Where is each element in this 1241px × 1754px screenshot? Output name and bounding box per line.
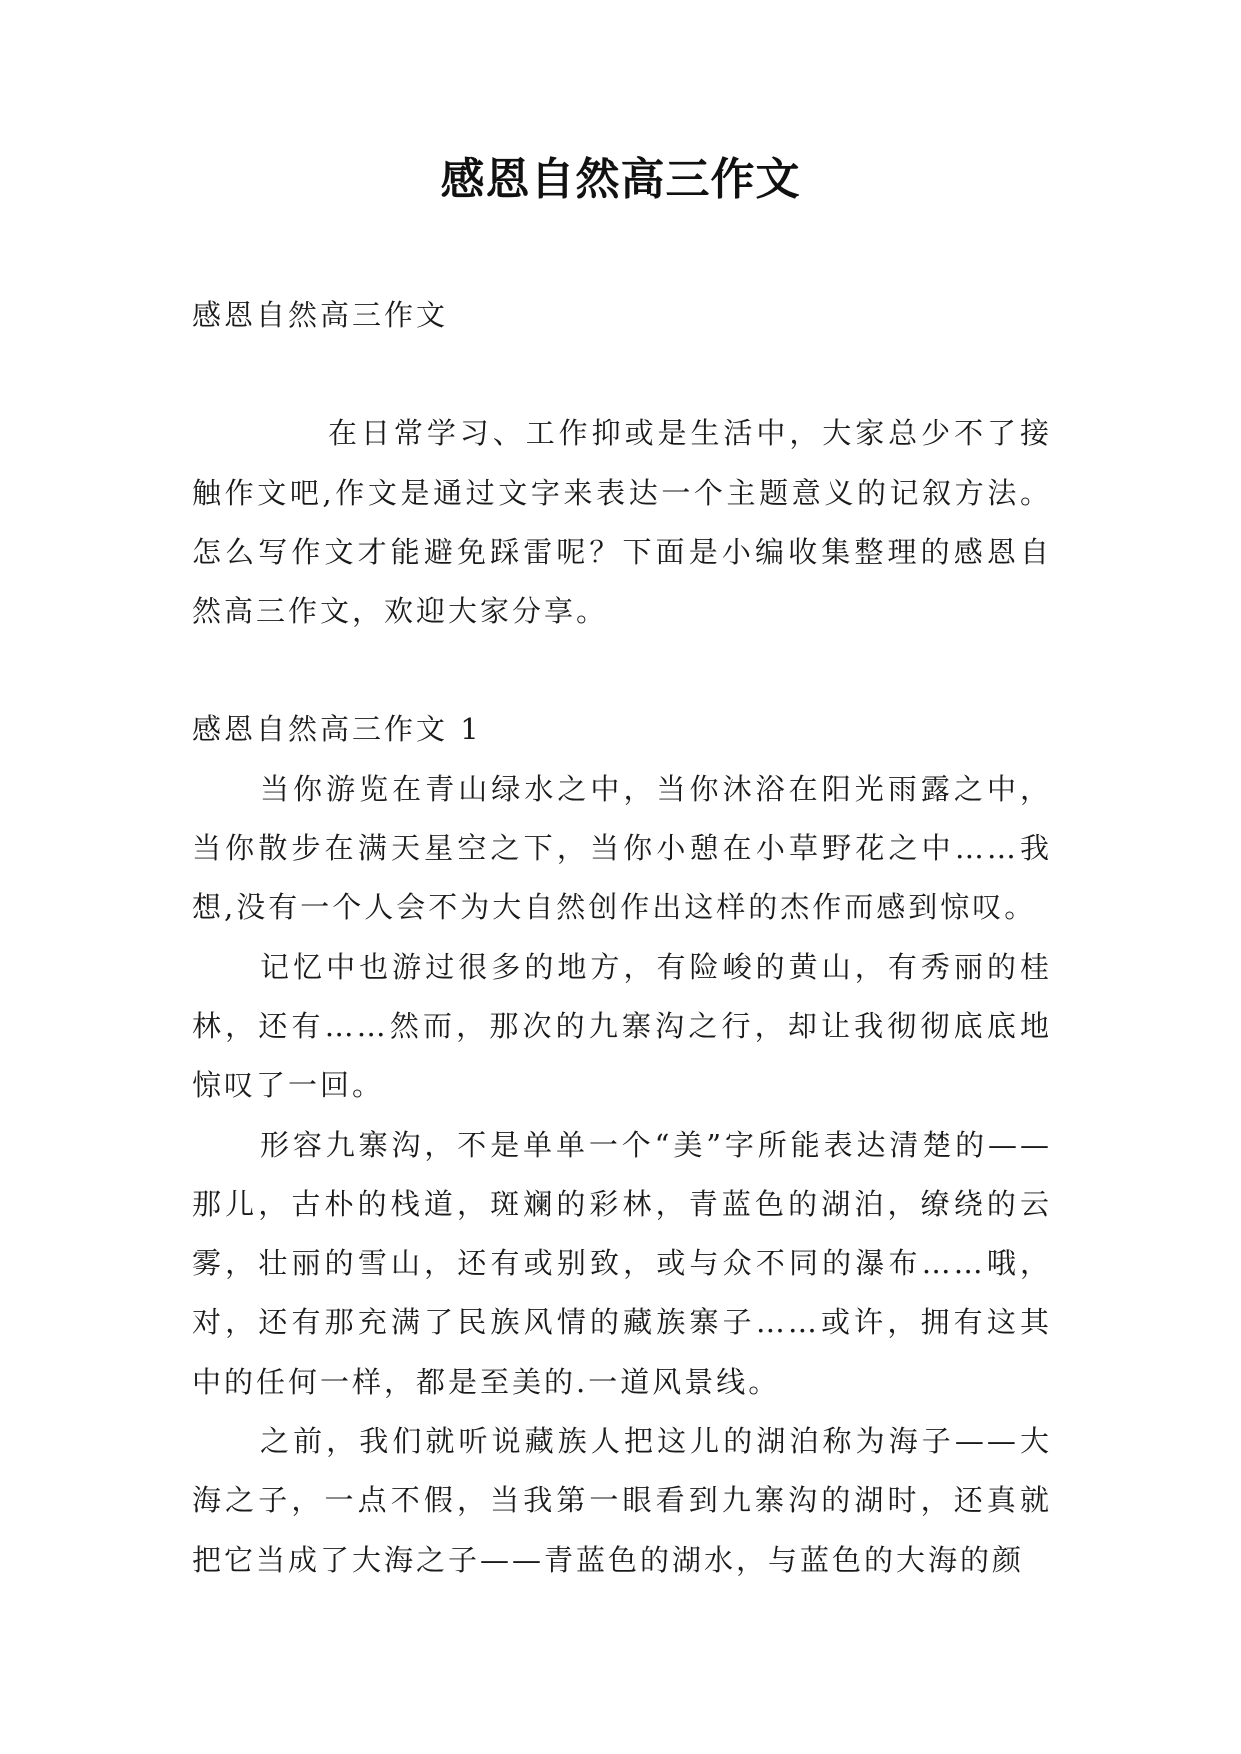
intro-paragraph: 在日常学习、工作抑或是生活中，大家总少不了接触作文吧,作文是通过文字来表达一个主题意义的记叙方法。怎么写作文才能避免踩雷呢？下面是小编收集整理的感恩自然高三作文，欢迎大家分享。 <box>192 416 1052 629</box>
document-title: 感恩自然高三作文 <box>440 154 801 205</box>
body-paragraph-4: 之前，我们就听说藏族人把这儿的湖泊称为海子——大海之子，一点不假，当我第一眼看到九寨沟的湖时，还真就把它当成了大海之子——青蓝色的湖水，与蓝色的大海的颜 <box>192 1424 1052 1577</box>
section-title: 感恩自然高三作文 1 <box>192 712 482 747</box>
document-subtitle: 感恩自然高三作文 <box>192 298 449 332</box>
body-paragraph-3: 形容九寨沟，不是单单一个“美”字所能表达清楚的——那儿，古朴的栈道，斑斓的彩林，青蓝色的湖泊，缭绕的云雾，壮丽的雪山，还有或别致，或与众不同的瀑布……哦，对，还有那充满了民族风情的藏族寨子……或许，拥有这其中的任何一样，都是至美的.一道风景线。 <box>192 1127 1052 1399</box>
body-paragraph-2: 记忆中也游过很多的地方，有险峻的黄山，有秀丽的桂林，还有……然而，那次的九寨沟之行，却让我彻彻底底地惊叹了一回。 <box>192 949 1052 1103</box>
document-body <box>192 286 1052 1590</box>
body-paragraph-1: 当你游览在青山绿水之中，当你沐浴在阳光雨露之中，当你散步在满天星空之下，当你小憩在小草野花之中……我想,没有一个人会不为大自然创作出这样的杰作而感到惊叹。 <box>192 771 1052 925</box>
